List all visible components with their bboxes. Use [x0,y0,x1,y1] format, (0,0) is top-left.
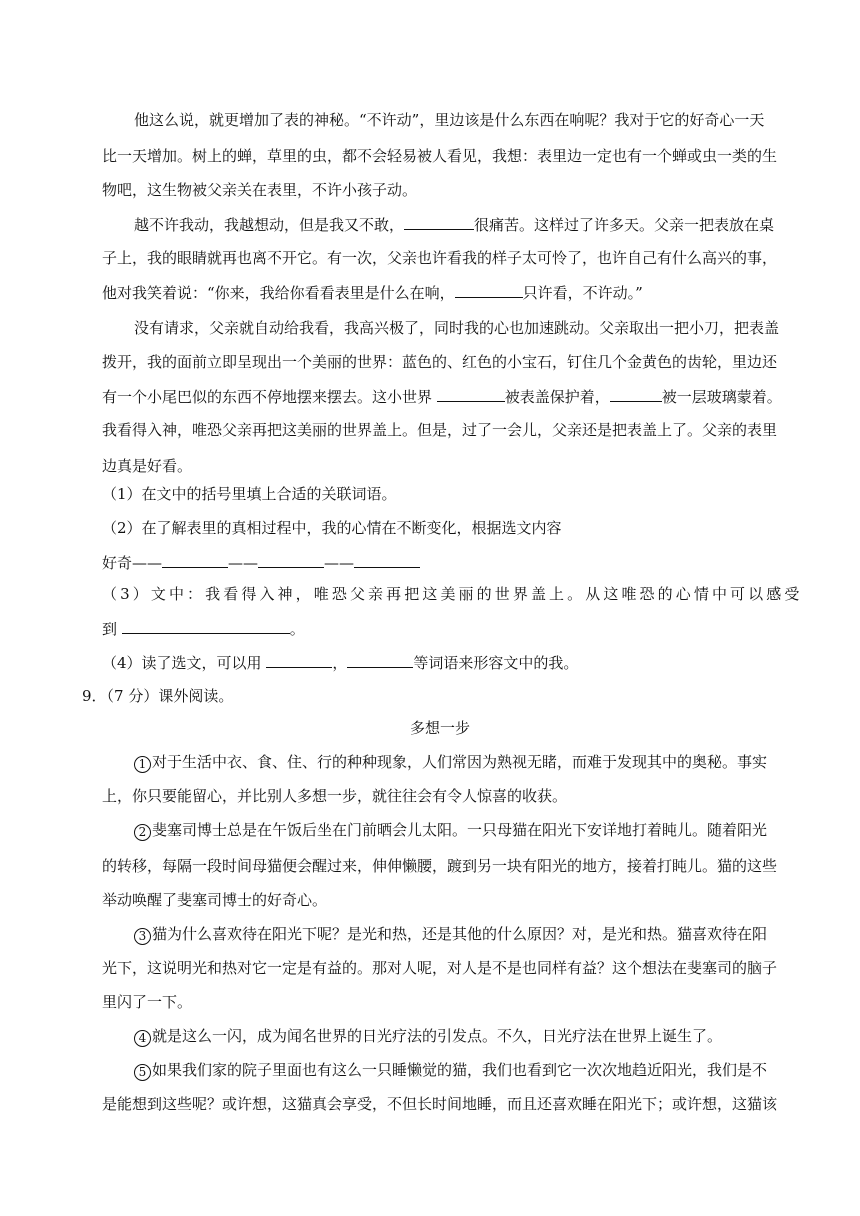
passage-line [134,214,774,234]
question-1: （1）在文中的括号里填上合适的关联词语。 [102,485,397,503]
passage-line: 他这么说，就更增加了表的神秘。“不许动”，里边该是什么东西在响呢？我对于它的好奇心一天 [134,111,765,129]
text-segment: 被一层玻璃蒙着。 [661,388,782,406]
text-segment: 很痛苦。这样过了许多天。父亲一把表放在桌 [474,216,775,234]
text-segment: 只许看，不许动。” [522,284,643,302]
passage-line: 我看得入神，唯恐父亲再把这美丽的世界盖上。但是，过了一会儿，父亲还是把表盖上了。父亲的表里 [102,421,778,439]
answer-blank[interactable] [258,552,324,568]
text-segment: （4）读了选文，可以用 [102,654,267,672]
paragraph-line [134,924,767,944]
answer-blank[interactable] [162,552,228,568]
paragraph-line [134,1060,767,1080]
text-segment: —— [228,554,259,572]
passage-line [102,386,782,406]
paragraph-line: 里闪了一下。 [102,993,193,1011]
passage-line: 没有请求，父亲就自动给我看，我高兴极了，同时我的心也加速跳动。父亲取出一把小刀，把表盖 [134,319,780,337]
text-segment: ， [332,654,348,672]
paragraph-number: 2 [134,824,151,841]
paragraph-line [134,1026,722,1046]
text-segment: 猫为什么喜欢待在阳光下呢？是光和热，还是其他的什么原因？对，是光和热。猫喜欢待在阳 [152,925,768,943]
paragraph-line [134,820,767,840]
passage-line: 比一天增加。树上的蝉，草里的虫，都不会轻易被人看见，我想：表里边一定也有一个蝉或虫一类的生 [102,147,778,165]
paragraph-line: 上，你只要能留心，并比别人多想一步，就往往会有令人惊喜的收获。 [102,787,568,805]
question-4 [102,652,578,672]
passage-line: 物吧，这生物被父亲关在表里，不许小孩子动。 [102,181,418,199]
text-segment: 越不许我动，我越想动，但是我又不敢， [134,216,405,234]
text-segment: —— [324,554,355,572]
answer-blank[interactable] [610,386,662,402]
text-segment: 就是这么一闪，成为闻名世界的日光疗法的引发点。不久，日光疗法在世界上诞生了。 [152,1027,723,1045]
answer-blank[interactable] [266,652,332,668]
paragraph-line [134,752,767,772]
section-header: 9．（7 分）课外阅读。 [82,687,234,705]
paragraph-number: 1 [134,756,151,773]
question-3-answer [102,618,305,638]
passage-line: 拨开，我的面前立即呈现出一个美丽的世界：蓝色的、红色的小宝石，钉住几个金黄色的齿轮，里边还 [102,353,778,371]
text-segment: 他对我笑着说：“你来，我给你看看表里是什么在响， [102,284,455,302]
paragraph-number: 5 [134,1064,151,1081]
answer-blank[interactable] [354,552,420,568]
answer-blank[interactable] [437,386,505,402]
text-segment: 。 [289,620,305,638]
paragraph-line: 举动唤醒了斐塞司博士的好奇心。 [102,891,328,909]
text-segment: 斐塞司博士总是在午饭后坐在门前晒会儿太阳。一只母猫在阳光下安详地打着盹儿。随着阳光 [152,821,768,839]
text-segment: 到 [102,620,122,638]
question-2: （2）在了解表里的真相过程中，我的心情在不断变化，根据选文内容 [102,519,562,537]
question-3: （3）文中：我看得入神，唯恐父亲再把这美丽的世界盖上。从这唯恐的心情中可以感受 [102,585,803,603]
passage-line: 子上，我的眼睛就再也离不开它。有一次，父亲也许看我的样子太可怜了，也许自己有什么高兴的事， [102,249,778,267]
paragraph-number: 3 [134,928,151,945]
text-segment: 如果我们家的院子里面也有这么一只睡懒觉的猫，我们也看到它一次次地趋近阳光，我们是不 [152,1061,768,1079]
text-segment: 被表盖保护着， [504,388,610,406]
paragraph-number: 4 [134,1030,151,1047]
question-2-blanks [102,552,420,572]
paragraph-line: 的转移，每隔一段时间母猫便会醒过来，伸伸懒腰，踱到另一块有阳光的地方，接着打盹儿。猫的这些 [102,857,778,875]
reading-title: 多想一步 [410,719,471,737]
passage-line [102,282,643,302]
answer-blank[interactable] [347,652,413,668]
text-segment: 对于生活中衣、食、住、行的种种现象，人们常因为熟视无睹，而难于发现其中的奥秘。事实 [152,753,768,771]
text-segment: 等词语来形容文中的我。 [413,654,579,672]
paragraph-line: 光下，这说明光和热对它一定是有益的。那对人呢，对人是不是也同样有益？这个想法在斐塞司的脑子 [102,959,778,977]
answer-blank[interactable] [404,214,474,230]
text-segment: 有一个小尾巴似的东西不停地摆来摆去。这小世界 [102,388,437,406]
answer-blank[interactable] [455,282,523,298]
passage-line: 边真是好看。 [102,457,193,475]
text-segment: 好奇—— [102,554,163,572]
paragraph-line: 是能想到这些呢？或许想，这猫真会享受，不但长时间地睡，而且还喜欢睡在阳光下；或许想，这猫该 [102,1095,778,1113]
answer-blank[interactable] [122,618,290,634]
